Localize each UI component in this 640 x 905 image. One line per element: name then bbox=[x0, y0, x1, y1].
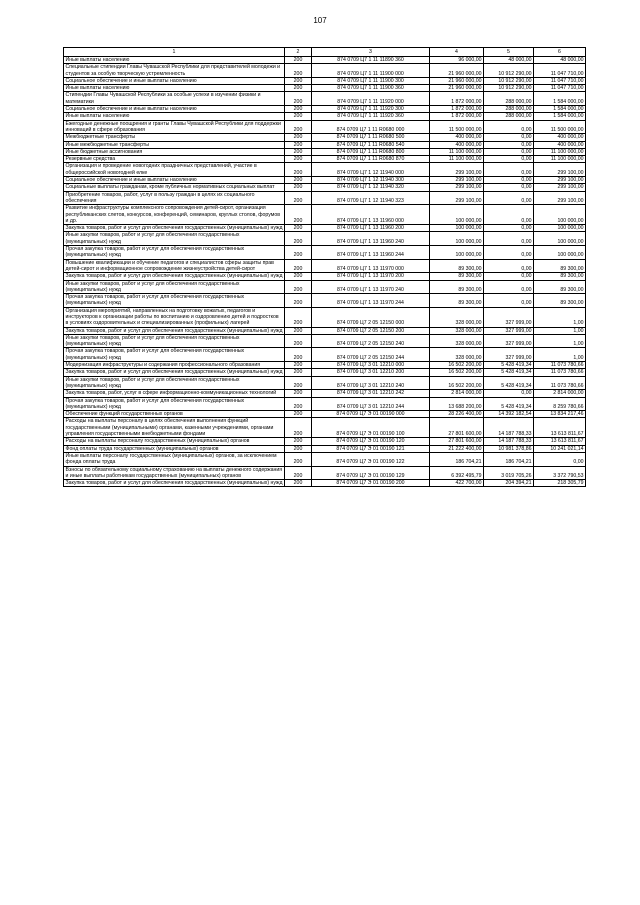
row-value-approved: 1 872 000,00 bbox=[430, 92, 484, 106]
table-row bbox=[64, 327, 586, 334]
row-value-remaining: 299 100,00 bbox=[534, 163, 586, 177]
row-description: Взносы по обязательному социальному страхованию на выплаты денежного содержания и иные выплаты работникам государственных (муниципальных) органов bbox=[64, 466, 285, 480]
row-value-approved: 21 960 000,00 bbox=[430, 85, 484, 92]
row-budget-classification: 874 0709 Ц7 3 01 12210 000 bbox=[312, 362, 430, 369]
row-value-approved: 21 960 000,00 bbox=[430, 64, 484, 78]
row-value-approved: 100 000,00 bbox=[430, 232, 484, 246]
row-value-approved: 100 000,00 bbox=[430, 246, 484, 260]
row-value-remaining: 1,00 bbox=[534, 327, 586, 334]
row-budget-classification: 874 0709 Ц7 1 13 11960 244 bbox=[312, 246, 430, 260]
row-value-executed: 10 912 290,00 bbox=[484, 85, 534, 92]
row-value-executed: 0,00 bbox=[484, 205, 534, 225]
row-description: Иные выплаты населению bbox=[64, 113, 285, 120]
row-value-executed: 0,00 bbox=[484, 390, 534, 397]
table-row bbox=[64, 246, 586, 260]
row-value-executed: 288 000,00 bbox=[484, 113, 534, 120]
row-budget-classification: 874 0709 Ц7 Э 01 00190 000 bbox=[312, 411, 430, 418]
row-value-approved: 2 814 000,00 bbox=[430, 390, 484, 397]
row-description: Иные выплаты населению bbox=[64, 57, 285, 64]
row-value-remaining: 0,00 bbox=[534, 452, 586, 466]
row-description: Закупка товаров, работ и услуг для обеспечения государственных (муниципальных) нужд bbox=[65, 273, 283, 280]
row-description: Межбюджетные трансферты bbox=[64, 134, 285, 141]
row-description: Иные закупки товаров, работ и услуг для обеспечения государственных (муниципальных) нужд bbox=[64, 280, 285, 294]
row-value-executed: 0,00 bbox=[484, 191, 534, 205]
table-row bbox=[64, 106, 586, 113]
row-value-approved: 328 000,00 bbox=[430, 348, 484, 362]
row-value-executed: 14 392 182,54 bbox=[484, 411, 534, 418]
row-budget-classification: 874 0709 Ц7 1 11 R0680 540 bbox=[312, 141, 430, 148]
row-description: Ежегодные денежные поощрения и гранты Главы Чувашской Республики для поддержки инноваций в сфере образования bbox=[64, 120, 285, 134]
column-header: 2 bbox=[285, 48, 312, 57]
row-value-executed: 10 981 378,86 bbox=[484, 445, 534, 452]
row-value-approved: 299 100,00 bbox=[430, 191, 484, 205]
table-row bbox=[64, 205, 586, 225]
row-code: 200 bbox=[285, 57, 312, 64]
row-value-approved: 27 801 600,00 bbox=[430, 418, 484, 438]
row-budget-classification: 874 0709 Ц7 1 12 11940 300 bbox=[312, 177, 430, 184]
table-row bbox=[64, 273, 586, 280]
row-value-approved: 96 000,00 bbox=[430, 57, 484, 64]
row-code: 200 bbox=[285, 376, 312, 390]
row-value-remaining: 3 372 790,53 bbox=[534, 466, 586, 480]
row-value-approved: 27 801 600,00 bbox=[430, 438, 484, 445]
row-description: Иные закупки товаров, работ и услуг для обеспечения государственных (муниципальных) нужд bbox=[64, 232, 285, 246]
row-value-executed: 327 999,00 bbox=[484, 307, 534, 327]
row-budget-classification: 874 0709 Ц7 Э 01 00190 129 bbox=[312, 466, 430, 480]
row-value-executed: 0,00 bbox=[484, 280, 534, 294]
row-value-approved: 100 000,00 bbox=[430, 225, 484, 232]
row-description: Иные бюджетные ассигнования bbox=[64, 148, 285, 155]
row-value-remaining: 11 047 710,00 bbox=[534, 64, 586, 78]
table-row bbox=[64, 418, 586, 438]
row-description: Фонд оплаты труда государственных (муниципальных) органов bbox=[64, 445, 285, 452]
row-value-remaining: 8 259 780,66 bbox=[534, 397, 586, 411]
row-budget-classification: 874 0709 Ц7 1 11 R0680 870 bbox=[312, 156, 430, 163]
table-row bbox=[64, 259, 586, 273]
table-body bbox=[64, 57, 586, 487]
row-code: 200 bbox=[285, 452, 312, 466]
row-description: Социальное обеспечение и иные выплаты населению bbox=[64, 106, 285, 113]
row-budget-classification: 874 0709 Ц7 2 05 12150 000 bbox=[312, 307, 430, 327]
row-value-executed: 5 428 419,34 bbox=[484, 362, 534, 369]
row-value-executed: 5 428 419,34 bbox=[484, 369, 534, 376]
row-code: 200 bbox=[285, 113, 312, 120]
row-value-remaining: 218 305,79 bbox=[534, 480, 586, 487]
row-description: Социальное обеспечение и иные выплаты населению bbox=[64, 177, 285, 184]
table-row bbox=[64, 64, 586, 78]
row-code: 200 bbox=[285, 120, 312, 134]
row-code: 200 bbox=[285, 184, 312, 191]
row-value-remaining: 1 584 000,00 bbox=[534, 92, 586, 106]
table-row bbox=[64, 480, 586, 487]
row-budget-classification: 874 0709 Ц7 1 12 11940 000 bbox=[312, 163, 430, 177]
row-budget-classification: 874 0709 Ц7 Э 01 00190 100 bbox=[312, 418, 430, 438]
row-value-executed: 0,00 bbox=[484, 141, 534, 148]
table-row bbox=[64, 92, 586, 106]
row-value-remaining: 11 100 000,00 bbox=[534, 148, 586, 155]
row-value-remaining: 100 000,00 bbox=[534, 232, 586, 246]
row-value-remaining: 299 100,00 bbox=[534, 184, 586, 191]
row-value-executed: 0,00 bbox=[484, 246, 534, 260]
row-code: 200 bbox=[285, 334, 312, 348]
row-code: 200 bbox=[285, 294, 312, 308]
row-value-remaining: 1,00 bbox=[534, 348, 586, 362]
row-value-executed: 0,00 bbox=[484, 120, 534, 134]
row-code: 200 bbox=[285, 163, 312, 177]
row-budget-classification: 874 0709 Ц7 3 01 12210 244 bbox=[312, 397, 430, 411]
row-value-remaining: 11 500 000,00 bbox=[534, 120, 586, 134]
row-value-approved: 89 300,00 bbox=[430, 294, 484, 308]
row-value-remaining: 400 000,00 bbox=[534, 141, 586, 148]
row-value-approved: 400 000,00 bbox=[430, 134, 484, 141]
row-budget-classification: 874 0709 Ц7 1 11 R0680 000 bbox=[312, 120, 430, 134]
row-value-remaining: 10 241 021,14 bbox=[534, 445, 586, 452]
row-budget-classification: 874 0709 Ц7 1 11 R0680 500 bbox=[312, 134, 430, 141]
row-code: 200 bbox=[285, 411, 312, 418]
row-value-remaining: 89 300,00 bbox=[534, 294, 586, 308]
row-value-remaining: 400 000,00 bbox=[534, 134, 586, 141]
table-row bbox=[64, 369, 586, 376]
row-value-remaining: 13 613 811,67 bbox=[534, 438, 586, 445]
row-value-remaining: 13 613 811,67 bbox=[534, 418, 586, 438]
row-value-executed: 0,00 bbox=[484, 177, 534, 184]
row-code: 200 bbox=[285, 77, 312, 84]
budget-table-container bbox=[63, 47, 585, 487]
row-value-executed: 0,00 bbox=[484, 148, 534, 155]
row-code: 200 bbox=[285, 148, 312, 155]
row-value-remaining: 13 834 217,46 bbox=[534, 411, 586, 418]
row-code: 200 bbox=[285, 466, 312, 480]
table-row bbox=[64, 120, 586, 134]
row-description: Развитие инфраструктуры комплексного сопровождения детей-сирот, организация республиканских слетов, конкурсов, конференций, семинаров, круглых столов, форумов и др. bbox=[64, 205, 285, 225]
row-code: 200 bbox=[285, 362, 312, 369]
row-description: Закупка товаров, работ и услуг для обеспечения государственных (муниципальных) нужд bbox=[65, 480, 283, 487]
row-description: Стипендии Главы Чувашской Республики за особые успехи в изучении физики и математики bbox=[64, 92, 285, 106]
row-value-executed: 327 999,00 bbox=[484, 334, 534, 348]
row-value-remaining: 11 073 780,66 bbox=[534, 376, 586, 390]
row-code: 200 bbox=[285, 177, 312, 184]
row-code: 200 bbox=[285, 307, 312, 327]
row-value-approved: 400 000,00 bbox=[430, 141, 484, 148]
row-code: 200 bbox=[285, 480, 312, 487]
row-value-approved: 328 000,00 bbox=[430, 327, 484, 334]
row-budget-classification: 874 0709 Ц7 3 01 12210 240 bbox=[312, 376, 430, 390]
row-code: 200 bbox=[285, 273, 312, 280]
row-value-executed: 0,00 bbox=[484, 156, 534, 163]
row-budget-classification: 874 0709 Ц7 1 12 11940 323 bbox=[312, 191, 430, 205]
row-description: Иные выплаты населению bbox=[64, 85, 285, 92]
row-value-executed: 327 999,00 bbox=[484, 327, 534, 334]
row-budget-classification: 874 0709 Ц7 3 01 12210 200 bbox=[312, 369, 430, 376]
row-code: 200 bbox=[285, 280, 312, 294]
row-budget-classification: 874 0709 Ц7 1 11 11890 360 bbox=[312, 57, 430, 64]
row-value-executed: 186 704,21 bbox=[484, 452, 534, 466]
row-code: 200 bbox=[285, 156, 312, 163]
row-budget-classification: 874 0709 Ц7 2 05 12150 200 bbox=[312, 327, 430, 334]
table-row bbox=[64, 348, 586, 362]
row-value-remaining: 89 300,00 bbox=[534, 280, 586, 294]
row-description: Закупка товаров, работ, услуг в сфере информационно-коммуникационных технологий bbox=[64, 390, 285, 397]
row-code: 200 bbox=[285, 232, 312, 246]
row-value-executed: 0,00 bbox=[484, 163, 534, 177]
row-value-executed: 0,00 bbox=[484, 259, 534, 273]
column-header: 3 bbox=[312, 48, 430, 57]
row-value-approved: 11 500 000,00 bbox=[430, 120, 484, 134]
row-value-executed: 288 000,00 bbox=[484, 106, 534, 113]
row-code: 200 bbox=[285, 134, 312, 141]
row-value-remaining: 11 047 710,00 bbox=[534, 85, 586, 92]
row-value-executed: 204 394,21 bbox=[484, 480, 534, 487]
row-value-executed: 327 999,00 bbox=[484, 348, 534, 362]
table-row bbox=[64, 334, 586, 348]
row-budget-classification: 874 0709 Ц7 2 05 12150 240 bbox=[312, 334, 430, 348]
row-value-approved: 186 704,21 bbox=[430, 452, 484, 466]
row-description: Прочая закупка товаров, работ и услуг для обеспечения государственных (муниципальных) нужд bbox=[64, 397, 285, 411]
row-value-approved: 328 000,00 bbox=[430, 334, 484, 348]
column-header: 1 bbox=[64, 48, 285, 57]
table-row bbox=[64, 294, 586, 308]
table-row bbox=[64, 411, 586, 418]
table-row bbox=[64, 280, 586, 294]
row-code: 200 bbox=[285, 438, 312, 445]
row-description: Социальные выплаты гражданам, кроме публичных нормативных социальных выплат bbox=[64, 184, 285, 191]
table-row bbox=[64, 141, 586, 148]
row-budget-classification: 874 0709 Ц7 1 11 11920 300 bbox=[312, 106, 430, 113]
row-budget-classification: 874 0709 Ц7 1 11 11920 000 bbox=[312, 92, 430, 106]
row-description: Расходы на выплаты персоналу государственных (муниципальных) органов bbox=[64, 438, 285, 445]
row-value-remaining: 11 073 780,66 bbox=[534, 369, 586, 376]
row-budget-classification: 874 0709 Ц7 Э 01 00190 121 bbox=[312, 445, 430, 452]
row-code: 200 bbox=[285, 327, 312, 334]
row-value-remaining: 11 047 710,00 bbox=[534, 77, 586, 84]
row-code: 200 bbox=[285, 141, 312, 148]
row-description: Прочая закупка товаров, работ и услуг для обеспечения государственных (муниципальных) нужд bbox=[64, 246, 285, 260]
row-value-approved: 299 100,00 bbox=[430, 177, 484, 184]
row-value-approved: 422 700,00 bbox=[430, 480, 484, 487]
row-value-approved: 299 100,00 bbox=[430, 163, 484, 177]
table-row bbox=[64, 77, 586, 84]
row-budget-classification: 874 0709 Ц7 Э 01 00190 122 bbox=[312, 452, 430, 466]
row-value-executed: 10 912 290,00 bbox=[484, 64, 534, 78]
table-row bbox=[64, 225, 586, 232]
row-value-executed: 0,00 bbox=[484, 273, 534, 280]
row-code: 200 bbox=[285, 85, 312, 92]
table-row bbox=[64, 177, 586, 184]
row-description: Иные закупки товаров, работ и услуг для обеспечения государственных (муниципальных) нужд bbox=[64, 334, 285, 348]
table-row bbox=[64, 184, 586, 191]
row-value-remaining: 89 300,00 bbox=[534, 259, 586, 273]
table-row bbox=[64, 438, 586, 445]
row-value-executed: 48 000,00 bbox=[484, 57, 534, 64]
row-value-remaining: 100 000,00 bbox=[534, 205, 586, 225]
row-code: 200 bbox=[285, 418, 312, 438]
row-value-approved: 16 502 200,00 bbox=[430, 376, 484, 390]
row-code: 200 bbox=[285, 246, 312, 260]
row-description: Иные выплаты персоналу государственных (муниципальных) органов, за исключением фонда оплаты труда bbox=[64, 452, 285, 466]
row-description: Закупка товаров, работ и услуг для обеспечения государственных (муниципальных) нужд bbox=[65, 327, 283, 334]
budget-table bbox=[63, 47, 586, 487]
row-value-approved: 11 100 000,00 bbox=[430, 156, 484, 163]
row-budget-classification: 874 0709 Ц7 1 12 11940 320 bbox=[312, 184, 430, 191]
column-header: 4 bbox=[430, 48, 484, 57]
row-code: 200 bbox=[285, 205, 312, 225]
row-value-approved: 100 000,00 bbox=[430, 205, 484, 225]
row-code: 200 bbox=[285, 225, 312, 232]
row-value-approved: 89 300,00 bbox=[430, 280, 484, 294]
row-value-approved: 28 226 400,00 bbox=[430, 411, 484, 418]
row-value-remaining: 89 300,00 bbox=[534, 273, 586, 280]
row-value-approved: 16 502 200,00 bbox=[430, 369, 484, 376]
row-description: Социальное обеспечение и иные выплаты населению bbox=[64, 77, 285, 84]
row-description: Прочая закупка товаров, работ и услуг для обеспечения государственных (муниципальных) нужд bbox=[64, 294, 285, 308]
row-budget-classification: 874 0709 Ц7 1 11 11900 000 bbox=[312, 64, 430, 78]
row-value-executed: 0,00 bbox=[484, 294, 534, 308]
table-row bbox=[64, 163, 586, 177]
row-value-remaining: 100 000,00 bbox=[534, 225, 586, 232]
row-value-executed: 0,00 bbox=[484, 134, 534, 141]
table-row bbox=[64, 113, 586, 120]
row-code: 200 bbox=[285, 191, 312, 205]
row-budget-classification: 874 0709 Ц7 1 11 11900 300 bbox=[312, 77, 430, 84]
column-header: 6 bbox=[534, 48, 586, 57]
row-value-approved: 16 502 200,00 bbox=[430, 362, 484, 369]
row-value-remaining: 11 073 780,66 bbox=[534, 362, 586, 369]
table-row bbox=[64, 376, 586, 390]
row-code: 200 bbox=[285, 259, 312, 273]
row-budget-classification: 874 0709 Ц7 3 01 12210 242 bbox=[312, 390, 430, 397]
row-budget-classification: 874 0709 Ц7 1 11 R0680 800 bbox=[312, 148, 430, 155]
row-budget-classification: 874 0709 Ц7 1 11 11900 360 bbox=[312, 85, 430, 92]
row-budget-classification: 874 0709 Ц7 1 13 11960 000 bbox=[312, 205, 430, 225]
row-value-executed: 3 019 705,26 bbox=[484, 466, 534, 480]
row-value-approved: 21 960 000,00 bbox=[430, 77, 484, 84]
row-value-approved: 299 100,00 bbox=[430, 184, 484, 191]
row-description: Специальные стипендии Главы Чувашской Республики для представителей молодежи и студентов за особую творческую устремленность bbox=[64, 64, 285, 78]
row-budget-classification: 874 0709 Ц7 1 11 11920 360 bbox=[312, 113, 430, 120]
row-value-approved: 328 000,00 bbox=[430, 307, 484, 327]
row-description: Повышение квалификации и обучение педагогов и специалистов сферы защиты прав детей-сирот и информационное сопровождение жизнеустройства детей-сирот bbox=[64, 259, 285, 273]
row-value-executed: 5 428 419,34 bbox=[484, 397, 534, 411]
row-code: 200 bbox=[285, 348, 312, 362]
row-value-approved: 89 300,00 bbox=[430, 259, 484, 273]
row-value-approved: 21 222 400,00 bbox=[430, 445, 484, 452]
row-budget-classification: 874 0709 Ц7 1 13 11970 200 bbox=[312, 273, 430, 280]
row-description: Прочая закупка товаров, работ и услуг для обеспечения государственных (муниципальных) нужд bbox=[64, 348, 285, 362]
table-header-row bbox=[64, 48, 586, 57]
row-description: Организация и проведение новогодних праздничных представлений, участие в общероссийской новогодней елке bbox=[64, 163, 285, 177]
table-row bbox=[64, 466, 586, 480]
row-code: 200 bbox=[285, 92, 312, 106]
row-description: Организация мероприятий, направленных на подготовку вожатых, педагогов и инструкторов к организации работы по воспитанию и оздоровлению детей и подростков в условиях оздоровительных и специализированных (профильных) лагерей bbox=[64, 307, 285, 327]
row-value-executed: 0,00 bbox=[484, 225, 534, 232]
table-row bbox=[64, 57, 586, 64]
row-description: Иные межбюджетные трансферты bbox=[64, 141, 285, 148]
row-budget-classification: 874 0709 Ц7 1 13 11970 244 bbox=[312, 294, 430, 308]
table-row bbox=[64, 390, 586, 397]
row-description: Закупка товаров, работ и услуг для обеспечения государственных (муниципальных) нужд bbox=[65, 369, 283, 376]
row-value-remaining: 1,00 bbox=[534, 334, 586, 348]
table-row bbox=[64, 307, 586, 327]
page-number: 107 bbox=[313, 16, 327, 25]
table-row bbox=[64, 148, 586, 155]
row-budget-classification: 874 0709 Ц7 2 05 12150 244 bbox=[312, 348, 430, 362]
row-code: 200 bbox=[285, 64, 312, 78]
row-value-remaining: 48 000,00 bbox=[534, 57, 586, 64]
row-value-approved: 11 100 000,00 bbox=[430, 148, 484, 155]
table-row bbox=[64, 445, 586, 452]
row-code: 200 bbox=[285, 369, 312, 376]
row-value-approved: 1 872 000,00 bbox=[430, 113, 484, 120]
row-value-remaining: 299 100,00 bbox=[534, 177, 586, 184]
row-value-approved: 1 872 000,00 bbox=[430, 106, 484, 113]
row-description: Расходы на выплаты персоналу в целях обеспечения выполнения функций государственными (муниципальными) органами, казенными учреждениями, органами управления государственными внебюджетными фондами bbox=[64, 418, 285, 438]
row-value-executed: 14 187 788,33 bbox=[484, 438, 534, 445]
row-value-executed: 10 912 290,00 bbox=[484, 77, 534, 84]
row-code: 200 bbox=[285, 390, 312, 397]
row-budget-classification: 874 0709 Ц7 1 13 11970 240 bbox=[312, 280, 430, 294]
table-row bbox=[64, 362, 586, 369]
table-row bbox=[64, 156, 586, 163]
row-budget-classification: 874 0709 Ц7 Э 01 00190 200 bbox=[312, 480, 430, 487]
row-description: Иные закупки товаров, работ и услуг для обеспечения государственных (муниципальных) нужд bbox=[64, 376, 285, 390]
row-code: 200 bbox=[285, 397, 312, 411]
row-value-remaining: 2 814 000,00 bbox=[534, 390, 586, 397]
row-description: Резервные средства bbox=[64, 156, 285, 163]
row-value-executed: 288 000,00 bbox=[484, 92, 534, 106]
row-value-approved: 6 392 495,79 bbox=[430, 466, 484, 480]
table-row bbox=[64, 134, 586, 141]
row-budget-classification: 874 0709 Ц7 Э 01 00190 120 bbox=[312, 438, 430, 445]
row-value-remaining: 11 100 000,00 bbox=[534, 156, 586, 163]
row-code: 200 bbox=[285, 445, 312, 452]
row-value-approved: 13 688 200,00 bbox=[430, 397, 484, 411]
row-value-remaining: 100 000,00 bbox=[534, 246, 586, 260]
row-description: Обеспечение функций государственных органов bbox=[64, 411, 285, 418]
row-value-executed: 5 428 419,34 bbox=[484, 376, 534, 390]
row-code: 200 bbox=[285, 106, 312, 113]
row-description: Приобретение товаров, работ, услуг в пользу граждан в целях их социального обеспечения bbox=[64, 191, 285, 205]
row-budget-classification: 874 0709 Ц7 1 13 11970 000 bbox=[312, 259, 430, 273]
row-value-executed: 0,00 bbox=[484, 184, 534, 191]
row-budget-classification: 874 0709 Ц7 1 13 11960 200 bbox=[312, 225, 430, 232]
row-value-executed: 0,00 bbox=[484, 232, 534, 246]
row-description: Закупка товаров, работ и услуг для обеспечения государственных (муниципальных) нужд bbox=[65, 225, 283, 232]
table-row bbox=[64, 191, 586, 205]
table-row bbox=[64, 85, 586, 92]
row-description: Модернизация инфраструктуры и содержания профессионального образования bbox=[64, 362, 285, 369]
row-value-approved: 89 300,00 bbox=[430, 273, 484, 280]
row-value-executed: 14 187 788,33 bbox=[484, 418, 534, 438]
row-value-remaining: 1 584 000,00 bbox=[534, 113, 586, 120]
row-value-remaining: 299 100,00 bbox=[534, 191, 586, 205]
table-row bbox=[64, 452, 586, 466]
table-row bbox=[64, 232, 586, 246]
table-row bbox=[64, 397, 586, 411]
row-value-remaining: 1,00 bbox=[534, 307, 586, 327]
row-value-remaining: 1 584 000,00 bbox=[534, 106, 586, 113]
column-header: 5 bbox=[484, 48, 534, 57]
row-budget-classification: 874 0709 Ц7 1 13 11960 240 bbox=[312, 232, 430, 246]
